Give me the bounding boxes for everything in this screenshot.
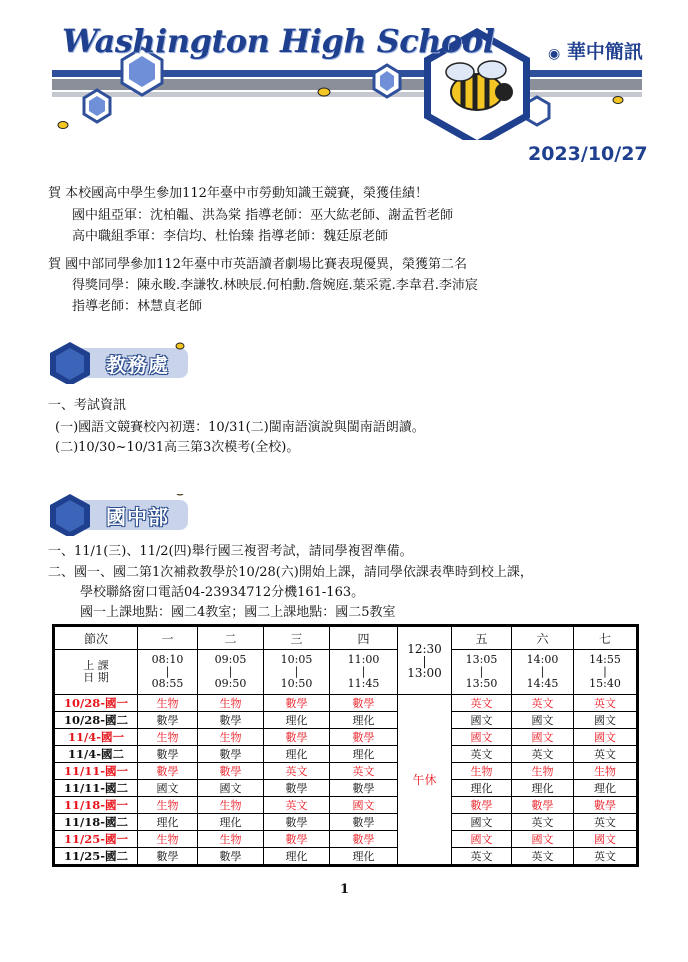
subject-cell: 英文: [574, 746, 638, 763]
subject-cell: 英文: [512, 814, 574, 831]
row-date-class: 10/28-國一: [54, 695, 138, 712]
subject-cell: 英文: [512, 746, 574, 763]
subject-cell: 國文: [452, 712, 512, 729]
subject-cell: 數學: [138, 848, 198, 866]
subject-cell: 理化: [264, 712, 330, 729]
subject-cell: 數學: [264, 780, 330, 797]
time-label: 上 課: [83, 659, 109, 672]
period-time: 13:05: [465, 653, 498, 666]
subject-cell: 數學: [198, 712, 264, 729]
period-time: |: [603, 665, 607, 678]
table-row: [54, 729, 638, 746]
subject-cell: 數學: [574, 797, 638, 814]
subject-cell: 英文: [264, 763, 330, 780]
subject-cell: 英文: [512, 848, 574, 866]
subject-cell: 生物: [452, 763, 512, 780]
period-time-cell: [138, 650, 198, 695]
bullet-icon: ◉: [548, 46, 561, 62]
subject-cell: 數學: [330, 814, 398, 831]
period-time: |: [165, 665, 170, 678]
table-row: [54, 763, 638, 780]
subject-cell: 數學: [512, 797, 574, 814]
subject-cell: 理化: [330, 746, 398, 763]
subject-cell: 理化: [512, 780, 574, 797]
subject-cell: 數學: [264, 729, 330, 746]
academic-line: (一)國語文競賽校內初選：10/31(二)閩南語演說與閩南語朗讀。: [55, 420, 425, 435]
row-date-class: 11/11-國一: [54, 763, 138, 780]
subject-cell: 國文: [574, 729, 638, 746]
subject-cell: 生物: [198, 729, 264, 746]
subject-cell: 數學: [330, 831, 398, 848]
issue-date: 2023/10/27: [528, 143, 648, 165]
announcement-line: 國中組亞軍：沈柏韞、洪為棠 指導老師：巫大紘老師、謝孟哲老師: [72, 208, 454, 223]
period-header: 三: [264, 626, 330, 650]
subject-cell: 國文: [512, 712, 574, 729]
subject-cell: 生物: [198, 695, 264, 712]
lunch-time-cell: [398, 626, 452, 695]
subject-cell: 生物: [138, 695, 198, 712]
announcement-line: 指導老師：林慧貞老師: [72, 299, 203, 314]
time-label: 日 期: [83, 671, 109, 684]
lunch-break-cell: 午休: [398, 695, 452, 866]
period-time: |: [294, 665, 299, 678]
subject-cell: 生物: [138, 729, 198, 746]
subject-cell: 數學: [330, 780, 398, 797]
subject-cell: 英文: [574, 848, 638, 866]
subject-cell: 理化: [264, 746, 330, 763]
lunch-time-start: 12:30: [407, 641, 442, 656]
subject-cell: 數學: [138, 746, 198, 763]
table-row: [54, 831, 638, 848]
subject-cell: 國文: [330, 797, 398, 814]
subject-cell: 理化: [138, 814, 198, 831]
row-date-class: 11/4-國一: [54, 729, 138, 746]
section-title: 國中部: [106, 505, 169, 529]
period-header: 一: [138, 626, 198, 650]
period-time: |: [228, 665, 233, 678]
subject-cell: 國文: [198, 780, 264, 797]
junior-line: 學校聯絡窗口電話04-23934712分機161-163。: [80, 585, 365, 600]
subject-cell: 數學: [198, 763, 264, 780]
subject-cell: 國文: [574, 712, 638, 729]
period-time: 14:00: [526, 653, 559, 666]
subject-cell: 生物: [138, 831, 198, 848]
period-time: |: [361, 665, 366, 678]
period-time: 14:45: [526, 677, 559, 690]
newsletter-header: [0, 0, 688, 170]
announcement-line: 賀 國中部同學參加112年臺中市英語讀者劇場比賽表現優異，榮獲第二名: [48, 257, 467, 272]
subject-cell: 理化: [198, 814, 264, 831]
subject-cell: 國文: [452, 814, 512, 831]
subject-cell: 英文: [574, 814, 638, 831]
subject-cell: 國文: [512, 729, 574, 746]
subject-cell: 理化: [330, 848, 398, 866]
table-row: [54, 712, 638, 729]
announcement-line: 得獎同學：陳永畯.李謙牧.林映辰.何柏勳.詹婉庭.葉采霓.李韋君.李沛宸: [72, 278, 478, 293]
period-time-cell: [452, 650, 512, 695]
subject-cell: 英文: [452, 695, 512, 712]
subject-cell: 英文: [264, 797, 330, 814]
period-header: 六: [512, 626, 574, 650]
junior-line: 一、11/1(三)、11/2(四)舉行國三複習考試，請同學複習準備。: [48, 544, 413, 559]
table-row: [54, 797, 638, 814]
period-time: 11:45: [347, 677, 380, 690]
period-label: 節次: [54, 626, 138, 650]
period-time: 10:50: [280, 677, 313, 690]
academic-line: (二)10/30~10/31高三第3次模考(全校)。: [55, 440, 300, 455]
period-time: 09:05: [214, 653, 247, 666]
period-time: 14:55: [589, 653, 621, 666]
table-row: [54, 848, 638, 866]
table-row: [54, 695, 638, 712]
subject-cell: 生物: [198, 831, 264, 848]
subject-cell: 理化: [330, 712, 398, 729]
table-row: [54, 780, 638, 797]
announcement-line: 賀 本校國高中學生參加112年臺中市勞動知識王競賽，榮獲佳績！: [48, 186, 428, 201]
announcement-line: 高中職組季軍：李信均、杜怡臻 指導老師：魏廷原老師: [72, 229, 389, 244]
table-row: [54, 814, 638, 831]
row-date-class: 11/11-國二: [54, 780, 138, 797]
subject-cell: 英文: [452, 746, 512, 763]
newsletter-title: 華中簡訊: [566, 41, 643, 63]
newsletter-name: [548, 37, 643, 64]
row-date-class: 11/18-國二: [54, 814, 138, 831]
subject-cell: 國文: [574, 831, 638, 848]
subject-cell: 英文: [330, 763, 398, 780]
subject-cell: 英文: [452, 848, 512, 866]
row-date-class: 11/4-國二: [54, 746, 138, 763]
period-header: 五: [452, 626, 512, 650]
junior-line: 二、國一、國二第1次補救教學於10/28(六)開始上課，請同學依課表準時到校上課，: [48, 565, 533, 580]
period-time-cell: [330, 650, 398, 695]
period-time: 08:10: [151, 653, 184, 666]
lunch-time-end: 13:00: [407, 665, 442, 680]
subject-cell: 理化: [264, 848, 330, 866]
subject-cell: 英文: [512, 695, 574, 712]
subject-cell: 國文: [138, 780, 198, 797]
subject-cell: 數學: [330, 729, 398, 746]
period-time: 08:55: [151, 677, 184, 690]
subject-cell: 數學: [264, 831, 330, 848]
period-time: 13:50: [465, 677, 498, 690]
table-header-row: [54, 626, 638, 650]
section-header-junior: [48, 494, 198, 536]
subject-cell: 理化: [574, 780, 638, 797]
period-time: 09:50: [214, 677, 247, 690]
subject-cell: 數學: [264, 814, 330, 831]
period-time-cell: [198, 650, 264, 695]
row-date-class: 11/25-國二: [54, 848, 138, 866]
subject-cell: 數學: [138, 763, 198, 780]
subject-cell: 數學: [452, 797, 512, 814]
row-date-class: 11/18-國一: [54, 797, 138, 814]
period-time: 10:05: [280, 653, 313, 666]
subject-cell: 生物: [198, 797, 264, 814]
period-time-cell: [574, 650, 638, 695]
subject-cell: 生物: [512, 763, 574, 780]
page-number: 1: [340, 882, 350, 897]
remedial-schedule-table: [52, 624, 639, 867]
period-time: 11:00: [347, 653, 380, 666]
period-header: 四: [330, 626, 398, 650]
table-row: [54, 746, 638, 763]
row-date-class: 11/25-國一: [54, 831, 138, 848]
subject-cell: 國文: [452, 729, 512, 746]
subject-cell: 生物: [138, 797, 198, 814]
junior-line: 國一上課地點：國二4教室；國二上課地點：國二5教室: [80, 605, 396, 620]
school-name: Washington High School: [62, 22, 495, 60]
period-time: |: [540, 665, 545, 678]
period-header: 二: [198, 626, 264, 650]
table-time-row: [54, 650, 638, 695]
subject-cell: 國文: [512, 831, 574, 848]
subject-cell: 英文: [574, 695, 638, 712]
period-time: 15:40: [589, 677, 621, 690]
subject-cell: 數學: [330, 695, 398, 712]
academic-line: 一、考試資訊: [48, 398, 127, 413]
row-date-class: 10/28-國二: [54, 712, 138, 729]
period-time: |: [479, 665, 484, 678]
section-header-academic: [48, 342, 198, 384]
subject-cell: 生物: [574, 763, 638, 780]
period-time-cell: [264, 650, 330, 695]
subject-cell: 數學: [138, 712, 198, 729]
subject-cell: 數學: [198, 848, 264, 866]
subject-cell: 國文: [452, 831, 512, 848]
lunch-time-sep: |: [422, 653, 427, 668]
subject-cell: 數學: [264, 695, 330, 712]
subject-cell: 數學: [198, 746, 264, 763]
section-title: 教務處: [106, 353, 169, 377]
time-label-cell: [54, 650, 138, 695]
subject-cell: 理化: [452, 780, 512, 797]
period-header: 七: [574, 626, 638, 650]
period-time-cell: [512, 650, 574, 695]
